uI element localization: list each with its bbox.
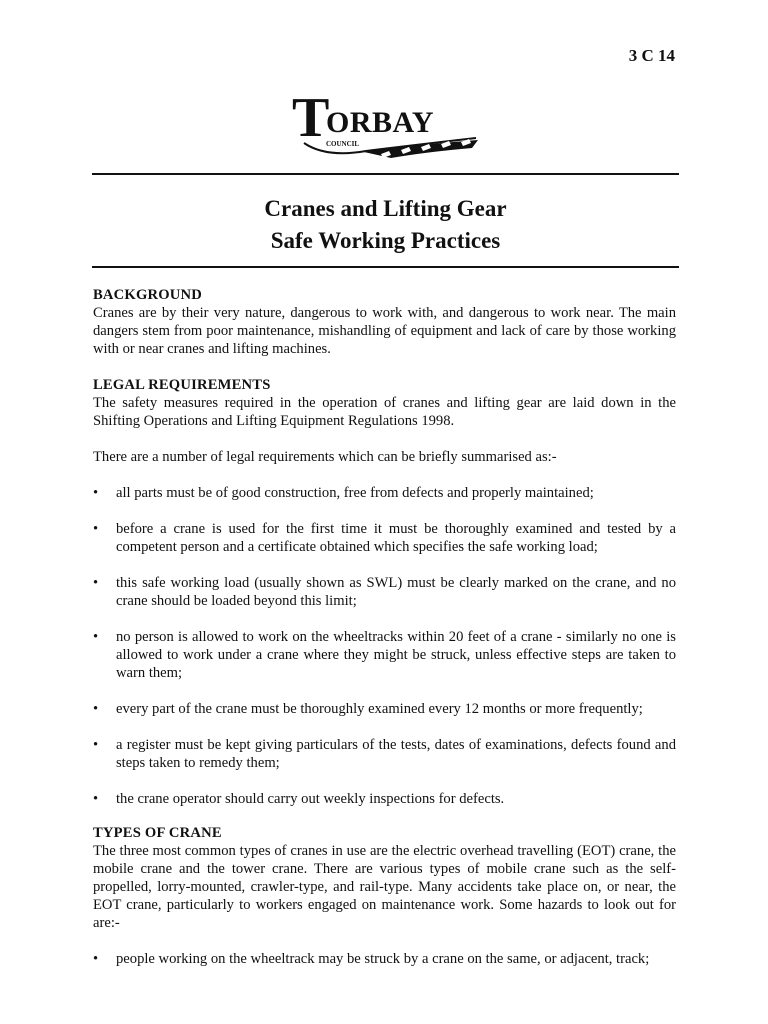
svg-text:T: T (292, 88, 330, 149)
title-line-1: Cranes and Lifting Gear (264, 196, 507, 221)
top-divider (92, 173, 679, 175)
svg-text:COUNCIL: COUNCIL (326, 140, 360, 148)
list-item: • the crane operator should carry out weekly inspections for defects. (93, 791, 505, 807)
svg-text:ORBAY: ORBAY (326, 106, 435, 139)
background-text: Cranes are by their very nature, dangerous to work with, and dangerous to work near. The main dangers stem from poor maintenance, mishandling of equipment and lack of care by those working with or near cranes and lifting machines. (93, 305, 676, 357)
list-item: • before a crane is used for the first time it must be thoroughly examined and tested by a competent person and a certificate obtained which specifies the safe working load; (93, 521, 676, 555)
legal-intro: There are a number of legal requirements which can be briefly summarised as:- (93, 449, 557, 465)
hazards-list (93, 950, 676, 968)
list-item: • people working on the wheeltrack may be struck by a crane on the same, or adjacent, track; (93, 951, 650, 967)
document-reference: 3 C 14 (628, 46, 675, 65)
bottom-divider (92, 266, 679, 268)
legal-text: The safety measures required in the operation of cranes and lifting gear are laid down in the Shifting Operations and Lifting Equipment Regulations 1998. (93, 395, 676, 429)
list-item: • no person is allowed to work on the wheeltracks within 20 feet of a crane - similarly no one is allowed to work under a crane where they might be struck, unless effective steps are taken to warn them; (93, 629, 676, 681)
document-body (93, 286, 676, 986)
list-item: • a register must be kept giving particulars of the tests, dates of examinations, defects found and steps taken to remedy them; (93, 737, 676, 771)
legal-requirements-list (93, 484, 676, 808)
list-item: • all parts must be of good construction, free from defects and properly maintained; (93, 485, 594, 501)
title-line-2: Safe Working Practices (270, 228, 501, 253)
list-item: • every part of the crane must be thoroughly examined every 12 months or more frequently; (93, 701, 643, 717)
torbay-council-logo (286, 88, 486, 168)
list-item: • this safe working load (usually shown as SWL) must be clearly marked on the crane, and no crane should be loaded beyond this limit; (93, 575, 676, 609)
types-heading: TYPES OF CRANE (93, 825, 222, 841)
background-heading: BACKGROUND (93, 287, 203, 303)
legal-heading: LEGAL REQUIREMENTS (93, 377, 271, 393)
document-title (92, 193, 679, 257)
types-text: The three most common types of cranes in use are the electric overhead travelling (EOT) crane, the mobile crane and the tower crane. There are various types of mobile crane such as the self-propelled, lorry-mounted, crawler-type, and rail-type. Many accidents take place on, or near, the EOT crane, particularly to workers engaged on maintenance work. Some hazards to look out for are:- (93, 843, 676, 931)
